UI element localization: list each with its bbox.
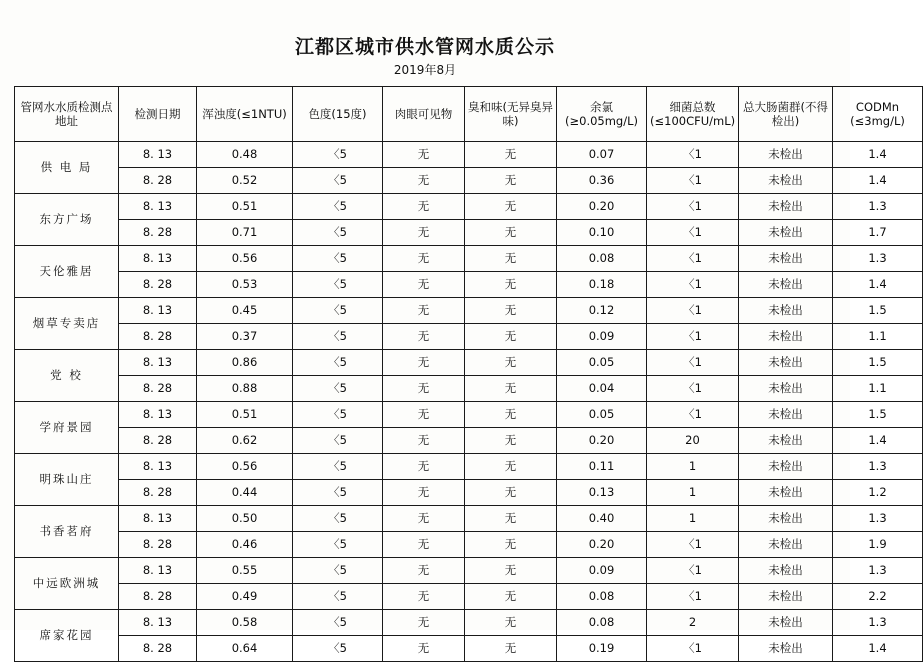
cell-residual-chlorine: 0.09 bbox=[557, 558, 647, 584]
cell-turbidity: 0.88 bbox=[197, 376, 293, 402]
cell-coliform: 未检出 bbox=[739, 350, 833, 376]
site-name-cell: 东方广场 bbox=[15, 194, 119, 246]
cell-color: 〈5 bbox=[293, 506, 383, 532]
cell-visible-matter: 无 bbox=[383, 142, 465, 168]
cell-odor: 无 bbox=[465, 272, 557, 298]
cell-odor: 无 bbox=[465, 480, 557, 506]
cell-coliform: 未检出 bbox=[739, 558, 833, 584]
table-row bbox=[15, 220, 923, 246]
table-row bbox=[15, 194, 923, 220]
cell-color: 〈5 bbox=[293, 272, 383, 298]
cell-residual-chlorine: 0.20 bbox=[557, 532, 647, 558]
cell-codmn: 1.3 bbox=[833, 194, 923, 220]
table-row bbox=[15, 454, 923, 480]
cell-color: 〈5 bbox=[293, 298, 383, 324]
cell-turbidity: 0.46 bbox=[197, 532, 293, 558]
cell-date: 8. 28 bbox=[119, 376, 197, 402]
cell-residual-chlorine: 0.19 bbox=[557, 636, 647, 662]
cell-date: 8. 13 bbox=[119, 558, 197, 584]
cell-coliform: 未检出 bbox=[739, 532, 833, 558]
cell-date: 8. 28 bbox=[119, 428, 197, 454]
cell-bacteria-count: 〈1 bbox=[647, 246, 739, 272]
cell-date: 8. 13 bbox=[119, 402, 197, 428]
cell-odor: 无 bbox=[465, 402, 557, 428]
cell-date: 8. 28 bbox=[119, 272, 197, 298]
cell-date: 8. 13 bbox=[119, 610, 197, 636]
cell-odor: 无 bbox=[465, 584, 557, 610]
cell-color: 〈5 bbox=[293, 480, 383, 506]
table-row bbox=[15, 610, 923, 636]
cell-date: 8. 28 bbox=[119, 532, 197, 558]
cell-residual-chlorine: 0.09 bbox=[557, 324, 647, 350]
column-header-odor: 臭和味(无异臭异味) bbox=[465, 87, 557, 142]
cell-residual-chlorine: 0.05 bbox=[557, 350, 647, 376]
cell-codmn: 1.9 bbox=[833, 532, 923, 558]
cell-color: 〈5 bbox=[293, 428, 383, 454]
cell-date: 8. 13 bbox=[119, 350, 197, 376]
cell-coliform: 未检出 bbox=[739, 298, 833, 324]
cell-turbidity: 0.64 bbox=[197, 636, 293, 662]
table-row bbox=[15, 272, 923, 298]
cell-color: 〈5 bbox=[293, 324, 383, 350]
table-row bbox=[15, 532, 923, 558]
cell-color: 〈5 bbox=[293, 246, 383, 272]
site-name-cell: 席家花园 bbox=[15, 610, 119, 662]
cell-bacteria-count: 〈1 bbox=[647, 558, 739, 584]
table-body bbox=[15, 142, 923, 662]
cell-odor: 无 bbox=[465, 246, 557, 272]
cell-coliform: 未检出 bbox=[739, 142, 833, 168]
cell-color: 〈5 bbox=[293, 220, 383, 246]
cell-odor: 无 bbox=[465, 532, 557, 558]
cell-turbidity: 0.48 bbox=[197, 142, 293, 168]
table-row bbox=[15, 428, 923, 454]
cell-visible-matter: 无 bbox=[383, 532, 465, 558]
cell-odor: 无 bbox=[465, 454, 557, 480]
page-title: 江都区城市供水管网水质公示 bbox=[294, 36, 555, 58]
cell-residual-chlorine: 0.13 bbox=[557, 480, 647, 506]
cell-date: 8. 28 bbox=[119, 584, 197, 610]
cell-coliform: 未检出 bbox=[739, 636, 833, 662]
cell-odor: 无 bbox=[465, 298, 557, 324]
cell-visible-matter: 无 bbox=[383, 246, 465, 272]
cell-codmn: 1.3 bbox=[833, 454, 923, 480]
cell-date: 8. 13 bbox=[119, 298, 197, 324]
cell-coliform: 未检出 bbox=[739, 584, 833, 610]
cell-visible-matter: 无 bbox=[383, 194, 465, 220]
cell-residual-chlorine: 0.07 bbox=[557, 142, 647, 168]
cell-color: 〈5 bbox=[293, 532, 383, 558]
cell-date: 8. 13 bbox=[119, 142, 197, 168]
cell-codmn: 1.4 bbox=[833, 636, 923, 662]
cell-codmn: 1.3 bbox=[833, 246, 923, 272]
cell-odor: 无 bbox=[465, 428, 557, 454]
cell-color: 〈5 bbox=[293, 194, 383, 220]
cell-visible-matter: 无 bbox=[383, 298, 465, 324]
cell-turbidity: 0.62 bbox=[197, 428, 293, 454]
cell-visible-matter: 无 bbox=[383, 402, 465, 428]
cell-odor: 无 bbox=[465, 324, 557, 350]
cell-turbidity: 0.58 bbox=[197, 610, 293, 636]
cell-visible-matter: 无 bbox=[383, 350, 465, 376]
cell-date: 8. 28 bbox=[119, 168, 197, 194]
cell-turbidity: 0.51 bbox=[197, 194, 293, 220]
table-row bbox=[15, 506, 923, 532]
cell-turbidity: 0.55 bbox=[197, 558, 293, 584]
table-header-row bbox=[15, 87, 923, 142]
cell-bacteria-count: 〈1 bbox=[647, 194, 739, 220]
table-row bbox=[15, 402, 923, 428]
cell-color: 〈5 bbox=[293, 168, 383, 194]
cell-date: 8. 28 bbox=[119, 220, 197, 246]
cell-odor: 无 bbox=[465, 610, 557, 636]
site-name-cell: 明珠山庄 bbox=[15, 454, 119, 506]
cell-turbidity: 0.49 bbox=[197, 584, 293, 610]
cell-bacteria-count: 〈1 bbox=[647, 168, 739, 194]
cell-color: 〈5 bbox=[293, 558, 383, 584]
cell-bacteria-count: 〈1 bbox=[647, 272, 739, 298]
cell-color: 〈5 bbox=[293, 584, 383, 610]
column-header-bacteria-count: 细菌总数(≤100CFU/mL) bbox=[647, 87, 739, 142]
cell-visible-matter: 无 bbox=[383, 610, 465, 636]
cell-turbidity: 0.86 bbox=[197, 350, 293, 376]
table-row bbox=[15, 636, 923, 662]
cell-residual-chlorine: 0.08 bbox=[557, 246, 647, 272]
cell-odor: 无 bbox=[465, 194, 557, 220]
cell-color: 〈5 bbox=[293, 350, 383, 376]
cell-color: 〈5 bbox=[293, 636, 383, 662]
cell-date: 8. 13 bbox=[119, 246, 197, 272]
cell-coliform: 未检出 bbox=[739, 246, 833, 272]
table-row bbox=[15, 142, 923, 168]
cell-visible-matter: 无 bbox=[383, 480, 465, 506]
cell-coliform: 未检出 bbox=[739, 272, 833, 298]
cell-turbidity: 0.71 bbox=[197, 220, 293, 246]
cell-turbidity: 0.45 bbox=[197, 298, 293, 324]
column-header-codmn: CODMn (≤3mg/L) bbox=[833, 87, 923, 142]
cell-residual-chlorine: 0.20 bbox=[557, 428, 647, 454]
cell-residual-chlorine: 0.08 bbox=[557, 610, 647, 636]
cell-codmn: 1.4 bbox=[833, 428, 923, 454]
cell-bacteria-count: 1 bbox=[647, 454, 739, 480]
site-name-cell: 天伦雅居 bbox=[15, 246, 119, 298]
cell-turbidity: 0.53 bbox=[197, 272, 293, 298]
cell-codmn: 1.2 bbox=[833, 480, 923, 506]
cell-coliform: 未检出 bbox=[739, 168, 833, 194]
cell-codmn: 1.4 bbox=[833, 168, 923, 194]
cell-residual-chlorine: 0.12 bbox=[557, 298, 647, 324]
cell-residual-chlorine: 0.36 bbox=[557, 168, 647, 194]
site-name-cell: 书香茗府 bbox=[15, 506, 119, 558]
cell-turbidity: 0.50 bbox=[197, 506, 293, 532]
cell-residual-chlorine: 0.40 bbox=[557, 506, 647, 532]
cell-color: 〈5 bbox=[293, 142, 383, 168]
table-row bbox=[15, 376, 923, 402]
cell-date: 8. 28 bbox=[119, 324, 197, 350]
cell-codmn: 1.3 bbox=[833, 610, 923, 636]
cell-turbidity: 0.56 bbox=[197, 246, 293, 272]
cell-visible-matter: 无 bbox=[383, 272, 465, 298]
site-name-cell: 供 电 局 bbox=[15, 142, 119, 194]
cell-bacteria-count: 2 bbox=[647, 610, 739, 636]
cell-turbidity: 0.56 bbox=[197, 454, 293, 480]
cell-coliform: 未检出 bbox=[739, 194, 833, 220]
cell-visible-matter: 无 bbox=[383, 454, 465, 480]
cell-codmn: 1.3 bbox=[833, 558, 923, 584]
table-row bbox=[15, 324, 923, 350]
site-name-cell: 中远欧洲城 bbox=[15, 558, 119, 610]
cell-bacteria-count: 〈1 bbox=[647, 142, 739, 168]
cell-codmn: 1.7 bbox=[833, 220, 923, 246]
cell-odor: 无 bbox=[465, 636, 557, 662]
column-header-date: 检测日期 bbox=[119, 87, 197, 142]
cell-color: 〈5 bbox=[293, 402, 383, 428]
table-row bbox=[15, 350, 923, 376]
cell-visible-matter: 无 bbox=[383, 376, 465, 402]
cell-residual-chlorine: 0.11 bbox=[557, 454, 647, 480]
cell-residual-chlorine: 0.08 bbox=[557, 584, 647, 610]
cell-date: 8. 28 bbox=[119, 636, 197, 662]
column-header-visible-matter: 肉眼可见物 bbox=[383, 87, 465, 142]
cell-coliform: 未检出 bbox=[739, 480, 833, 506]
cell-codmn: 1.4 bbox=[833, 272, 923, 298]
cell-coliform: 未检出 bbox=[739, 506, 833, 532]
cell-visible-matter: 无 bbox=[383, 324, 465, 350]
cell-turbidity: 0.37 bbox=[197, 324, 293, 350]
cell-odor: 无 bbox=[465, 376, 557, 402]
table-row bbox=[15, 584, 923, 610]
cell-coliform: 未检出 bbox=[739, 454, 833, 480]
cell-bacteria-count: 1 bbox=[647, 506, 739, 532]
cell-residual-chlorine: 0.20 bbox=[557, 194, 647, 220]
table-row bbox=[15, 558, 923, 584]
cell-visible-matter: 无 bbox=[383, 584, 465, 610]
cell-codmn: 2.2 bbox=[833, 584, 923, 610]
site-name-cell: 烟草专卖店 bbox=[15, 298, 119, 350]
page-subtitle: 2019年8月 bbox=[393, 63, 457, 77]
cell-odor: 无 bbox=[465, 506, 557, 532]
cell-date: 8. 28 bbox=[119, 480, 197, 506]
cell-bacteria-count: 〈1 bbox=[647, 324, 739, 350]
cell-visible-matter: 无 bbox=[383, 506, 465, 532]
cell-coliform: 未检出 bbox=[739, 610, 833, 636]
cell-color: 〈5 bbox=[293, 376, 383, 402]
cell-residual-chlorine: 0.18 bbox=[557, 272, 647, 298]
cell-visible-matter: 无 bbox=[383, 558, 465, 584]
cell-codmn: 1.4 bbox=[833, 142, 923, 168]
cell-bacteria-count: 20 bbox=[647, 428, 739, 454]
cell-odor: 无 bbox=[465, 168, 557, 194]
cell-bacteria-count: 〈1 bbox=[647, 402, 739, 428]
cell-residual-chlorine: 0.05 bbox=[557, 402, 647, 428]
cell-date: 8. 13 bbox=[119, 506, 197, 532]
cell-bacteria-count: 〈1 bbox=[647, 220, 739, 246]
cell-codmn: 1.5 bbox=[833, 350, 923, 376]
site-name-cell: 学府景园 bbox=[15, 402, 119, 454]
table-header bbox=[15, 87, 923, 142]
table-row bbox=[15, 168, 923, 194]
water-quality-table bbox=[14, 86, 923, 662]
table-row bbox=[15, 298, 923, 324]
cell-codmn: 1.3 bbox=[833, 506, 923, 532]
cell-visible-matter: 无 bbox=[383, 168, 465, 194]
cell-coliform: 未检出 bbox=[739, 428, 833, 454]
cell-bacteria-count: 〈1 bbox=[647, 636, 739, 662]
cell-coliform: 未检出 bbox=[739, 402, 833, 428]
table-row bbox=[15, 246, 923, 272]
cell-codmn: 1.1 bbox=[833, 376, 923, 402]
cell-residual-chlorine: 0.04 bbox=[557, 376, 647, 402]
cell-bacteria-count: 〈1 bbox=[647, 376, 739, 402]
cell-date: 8. 13 bbox=[119, 194, 197, 220]
cell-date: 8. 13 bbox=[119, 454, 197, 480]
column-header-coliform: 总大肠菌群(不得检出) bbox=[739, 87, 833, 142]
column-header-turbidity: 浑浊度(≤1NTU) bbox=[197, 87, 293, 142]
cell-odor: 无 bbox=[465, 142, 557, 168]
cell-odor: 无 bbox=[465, 350, 557, 376]
cell-color: 〈5 bbox=[293, 454, 383, 480]
cell-codmn: 1.5 bbox=[833, 298, 923, 324]
site-name-cell: 党 校 bbox=[15, 350, 119, 402]
cell-color: 〈5 bbox=[293, 610, 383, 636]
cell-visible-matter: 无 bbox=[383, 220, 465, 246]
cell-coliform: 未检出 bbox=[739, 376, 833, 402]
cell-visible-matter: 无 bbox=[383, 428, 465, 454]
cell-visible-matter: 无 bbox=[383, 636, 465, 662]
cell-bacteria-count: 〈1 bbox=[647, 298, 739, 324]
cell-turbidity: 0.52 bbox=[197, 168, 293, 194]
cell-odor: 无 bbox=[465, 558, 557, 584]
cell-bacteria-count: 〈1 bbox=[647, 350, 739, 376]
cell-bacteria-count: 〈1 bbox=[647, 584, 739, 610]
cell-odor: 无 bbox=[465, 220, 557, 246]
cell-residual-chlorine: 0.10 bbox=[557, 220, 647, 246]
cell-coliform: 未检出 bbox=[739, 220, 833, 246]
cell-bacteria-count: 1 bbox=[647, 480, 739, 506]
cell-turbidity: 0.44 bbox=[197, 480, 293, 506]
column-header-site: 管网水水质检测点地址 bbox=[15, 87, 119, 142]
cell-coliform: 未检出 bbox=[739, 324, 833, 350]
cell-codmn: 1.5 bbox=[833, 402, 923, 428]
cell-bacteria-count: 〈1 bbox=[647, 532, 739, 558]
table-row bbox=[15, 480, 923, 506]
column-header-residual-chlorine: 余氯(≥0.05mg/L) bbox=[557, 87, 647, 142]
cell-turbidity: 0.51 bbox=[197, 402, 293, 428]
cell-codmn: 1.1 bbox=[833, 324, 923, 350]
column-header-color: 色度(15度) bbox=[293, 87, 383, 142]
